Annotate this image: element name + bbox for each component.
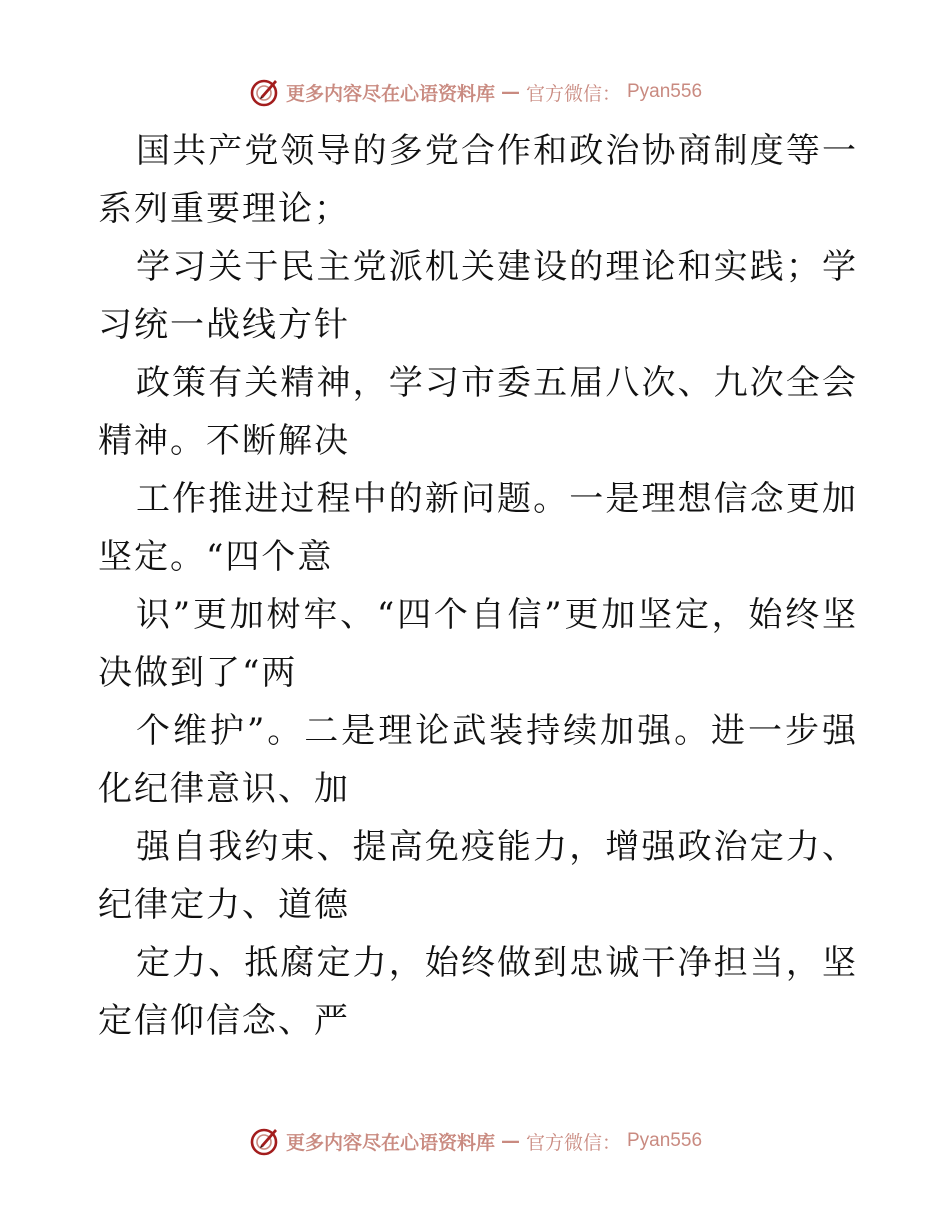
paragraph: 强自我约束、提高免疫能力，增强政治定力、纪律定力、道德 bbox=[98, 827, 858, 925]
page-footer bbox=[0, 1121, 950, 1161]
paragraph: 国共产党领导的多党合作和政治协商制度等一系列重要理论； bbox=[98, 131, 858, 229]
footer-brand bbox=[248, 1125, 702, 1157]
header-wechat-id: Pyan556 bbox=[627, 81, 703, 102]
paragraph: 工作推进过程中的新问题。一是理想信念更加坚定。“四个意 bbox=[98, 479, 858, 577]
header-brand-name: 更多内容尽在心语资料库 bbox=[285, 82, 495, 105]
paragraph: 个维护”。二是理论武装持续加强。进一步强化纪律意识、加 bbox=[98, 711, 858, 809]
paragraph: 学习关于民主党派机关建设的理论和实践；学习统一战线方针 bbox=[98, 247, 858, 345]
footer-brand-dash: — bbox=[500, 1130, 520, 1152]
paragraph: 定力、抵腐定力，始终做到忠诚干净担当，坚定信仰信念、严 bbox=[98, 943, 858, 1041]
header-brand bbox=[248, 76, 702, 108]
paragraph: 政策有关精神，学习市委五届八次、九次全会精神。不断解决 bbox=[98, 363, 858, 461]
header-wechat-label: 官方微信： bbox=[525, 82, 621, 105]
footer-brand-name: 更多内容尽在心语资料库 bbox=[285, 1131, 495, 1154]
document-body bbox=[98, 122, 858, 1050]
pen-logo-icon bbox=[248, 76, 280, 108]
footer-wechat-label: 官方微信： bbox=[525, 1131, 621, 1154]
header-brand-dash: — bbox=[500, 81, 520, 103]
pen-logo-icon bbox=[248, 1125, 280, 1157]
footer-wechat-id: Pyan556 bbox=[627, 1130, 703, 1151]
paragraph: 识”更加树牢、“四个自信”更加坚定，始终坚决做到了“两 bbox=[98, 595, 858, 693]
page-header bbox=[0, 72, 950, 112]
